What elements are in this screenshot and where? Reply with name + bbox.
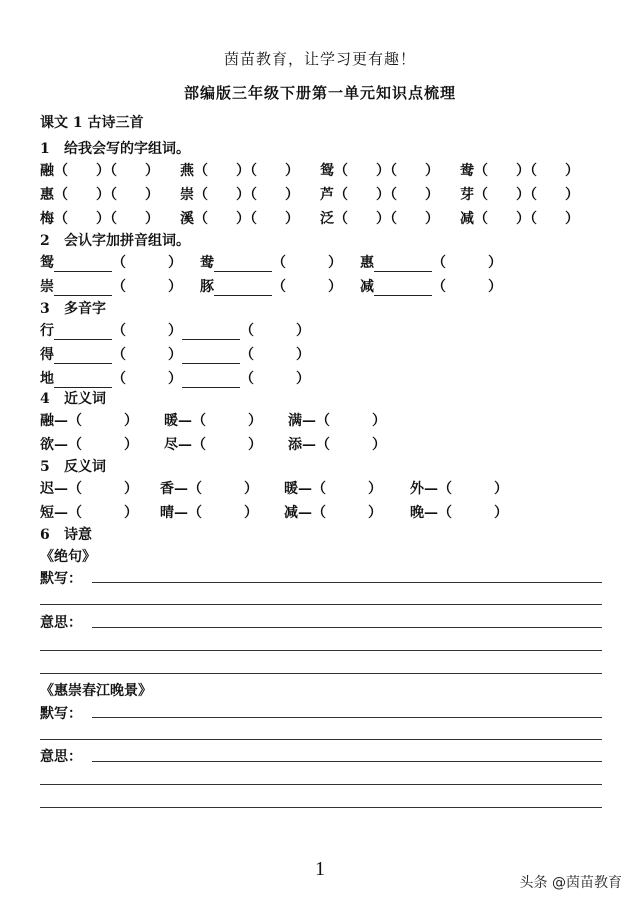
polyphone-cell: 得 （ ） （ ） [40,347,310,363]
char: 融— [40,413,68,429]
char: 融 [40,163,54,179]
synonym-cell: 暖—（ ） [164,413,262,429]
write-line[interactable] [40,739,602,740]
word-cell: 鸯 （ ） [200,255,342,271]
poem-2-meaning-label: 意思： [40,749,82,765]
char: 溪 [180,211,194,227]
write-blank[interactable] [54,256,112,272]
char: 尽— [164,437,192,453]
antonym-cell: 短—（ ） [40,505,138,521]
word-cell: 崇 （ ） [40,279,182,295]
poem-2-title: 《惠崇春江晚景》 [40,683,152,699]
write-line[interactable] [40,604,602,605]
section-label: 给我会写的字组词。 [64,141,190,157]
write-blank[interactable] [214,256,272,272]
word-cell: 减 （ ） [360,279,502,295]
word-cell: 鸯（ ）（ ） [460,163,579,179]
char: 满— [288,413,316,429]
section-label: 会认字加拼音组词。 [64,233,190,249]
char: 梅 [40,211,54,227]
char: 鸯 [460,163,474,179]
word-cell: 鸳（ ）（ ） [320,163,439,179]
write-blank[interactable] [54,372,112,388]
write-line[interactable] [40,807,602,808]
write-blank[interactable] [54,324,112,340]
write-blank[interactable] [214,280,272,296]
antonym-cell: 迟—（ ） [40,481,138,497]
antonym-cell: 减—（ ） [284,505,382,521]
watermark: 头条 @茵苗教育 [519,875,622,891]
char: 添— [288,437,316,453]
poem-1-title: 《绝句》 [40,549,96,565]
write-line[interactable] [92,717,602,718]
antonym-cell: 晚—（ ） [410,505,508,521]
write-line[interactable] [40,784,602,785]
char: 减 [460,211,474,227]
synonym-cell: 融—（ ） [40,413,138,429]
section-label: 反义词 [64,459,106,475]
section-number: 6 [40,527,50,543]
section-number: 3 [40,301,50,317]
section-label: 多音字 [64,301,106,317]
header-slogan: 茵苗教育，让学习更有趣！ [223,50,416,68]
char: 惠 [40,187,54,203]
section-number: 1 [40,141,50,157]
char: 地 [40,371,54,387]
antonym-cell: 晴—（ ） [160,505,258,521]
poem-2-write-label: 默写： [40,706,82,722]
word-cell: 惠（ ）（ ） [40,187,159,203]
section-2-heading [40,230,190,250]
write-line[interactable] [40,673,602,674]
write-line[interactable] [92,761,602,762]
char: 芦 [320,187,334,203]
page-number: 1 [315,858,325,880]
word-cell: 豚 （ ） [200,279,342,295]
antonym-cell: 香—（ ） [160,481,258,497]
poem-1-write-label: 默写： [40,571,82,587]
char: 崇 [180,187,194,203]
section-5-heading [40,456,106,476]
antonym-cell: 外—（ ） [410,481,508,497]
word-cell: 鸳 （ ） [40,255,182,271]
section-3-heading [40,298,106,318]
polyphone-cell: 行 （ ） （ ） [40,323,310,339]
section-6-heading [40,524,92,544]
write-blank[interactable] [182,372,240,388]
polyphone-cell: 地 （ ） （ ） [40,371,310,387]
char: 泛 [320,211,334,227]
char: 得 [40,347,54,363]
write-line[interactable] [92,582,602,583]
poem-1-meaning-label: 意思： [40,615,82,631]
section-label: 诗意 [64,527,92,543]
word-cell: 溪（ ）（ ） [180,211,299,227]
word-cell: 燕（ ）（ ） [180,163,299,179]
char: 减— [284,505,312,521]
word-cell: 崇（ ）（ ） [180,187,299,203]
section-label: 近义词 [64,391,106,407]
char: 欲— [40,437,68,453]
word-cell: 融（ ）（ ） [40,163,159,179]
char: 晴— [160,505,188,521]
char: 芽 [460,187,474,203]
word-cell: 芽（ ）（ ） [460,187,579,203]
char: 晚— [410,505,438,521]
char: 香— [160,481,188,497]
char: 鸳 [40,255,54,271]
char: 暖— [164,413,192,429]
section-number: 2 [40,233,50,249]
write-line[interactable] [92,627,602,628]
word-cell: 惠 （ ） [360,255,502,271]
char: 燕 [180,163,194,179]
write-line[interactable] [40,650,602,651]
write-blank[interactable] [182,324,240,340]
char: 崇 [40,279,54,295]
char: 豚 [200,279,214,295]
section-1-heading [40,138,190,158]
char: 短— [40,505,68,521]
synonym-cell: 添—（ ） [288,437,386,453]
write-blank[interactable] [54,280,112,296]
word-cell: 泛（ ）（ ） [320,211,439,227]
char: 鸯 [200,255,214,271]
antonym-cell: 暖—（ ） [284,481,382,497]
section-number: 5 [40,459,50,475]
section-number: 4 [40,391,50,407]
write-blank[interactable] [374,256,432,272]
char: 暖— [284,481,312,497]
char: 鸳 [320,163,334,179]
word-cell: 减（ ）（ ） [460,211,579,227]
section-4-heading [40,388,106,408]
write-blank[interactable] [54,348,112,364]
char: 惠 [360,255,374,271]
synonym-cell: 尽—（ ） [164,437,262,453]
char: 减 [360,279,374,295]
page-title: 部编版三年级下册第一单元知识点梳理 [183,84,456,102]
synonym-cell: 欲—（ ） [40,437,138,453]
write-blank[interactable] [374,280,432,296]
lesson-title: 课文 1 古诗三首 [40,115,144,131]
word-cell: 芦（ ）（ ） [320,187,439,203]
synonym-cell: 满—（ ） [288,413,386,429]
write-blank[interactable] [182,348,240,364]
char: 行 [40,323,54,339]
char: 迟— [40,481,68,497]
word-cell: 梅（ ）（ ） [40,211,159,227]
char: 外— [410,481,438,497]
